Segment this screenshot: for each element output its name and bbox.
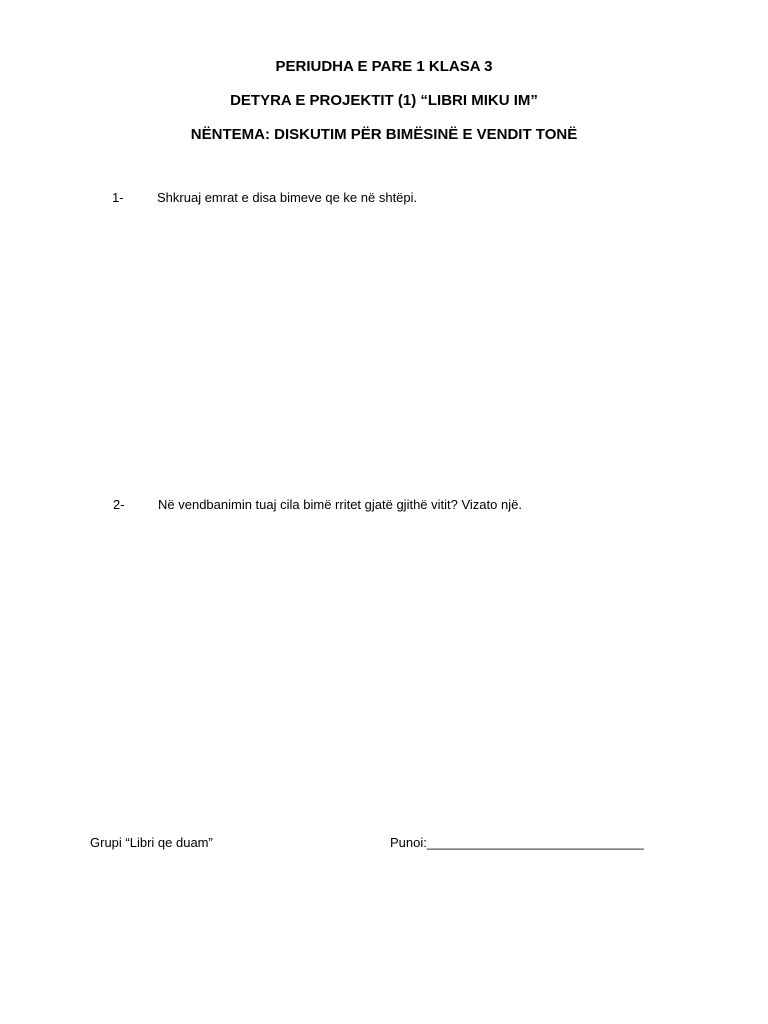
group-label: Grupi “Libri qe duam” xyxy=(90,835,213,850)
question-2 xyxy=(113,497,613,513)
project-title: DETYRA E PROJEKTIT (1) “LIBRI MIKU IM” xyxy=(230,92,538,109)
question-text: Në vendbanimin tuaj cila bimë rritet gjatë gjithë vitit? Vizato një. xyxy=(158,497,522,512)
question-number: 1- xyxy=(112,190,124,205)
question-1 xyxy=(112,190,612,206)
author-signature-line: Punoi:______________________________ xyxy=(390,835,644,850)
question-number: 2- xyxy=(113,497,125,512)
document-title: PERIUDHA E PARE 1 KLASA 3 xyxy=(275,58,493,75)
question-text: Shkruaj emrat e disa bimeve qe ke në shtëpi. xyxy=(157,190,418,205)
subtopic-title: NËNTEMA: DISKUTIM PËR BIMËSINË E VENDIT TONË xyxy=(190,126,578,143)
